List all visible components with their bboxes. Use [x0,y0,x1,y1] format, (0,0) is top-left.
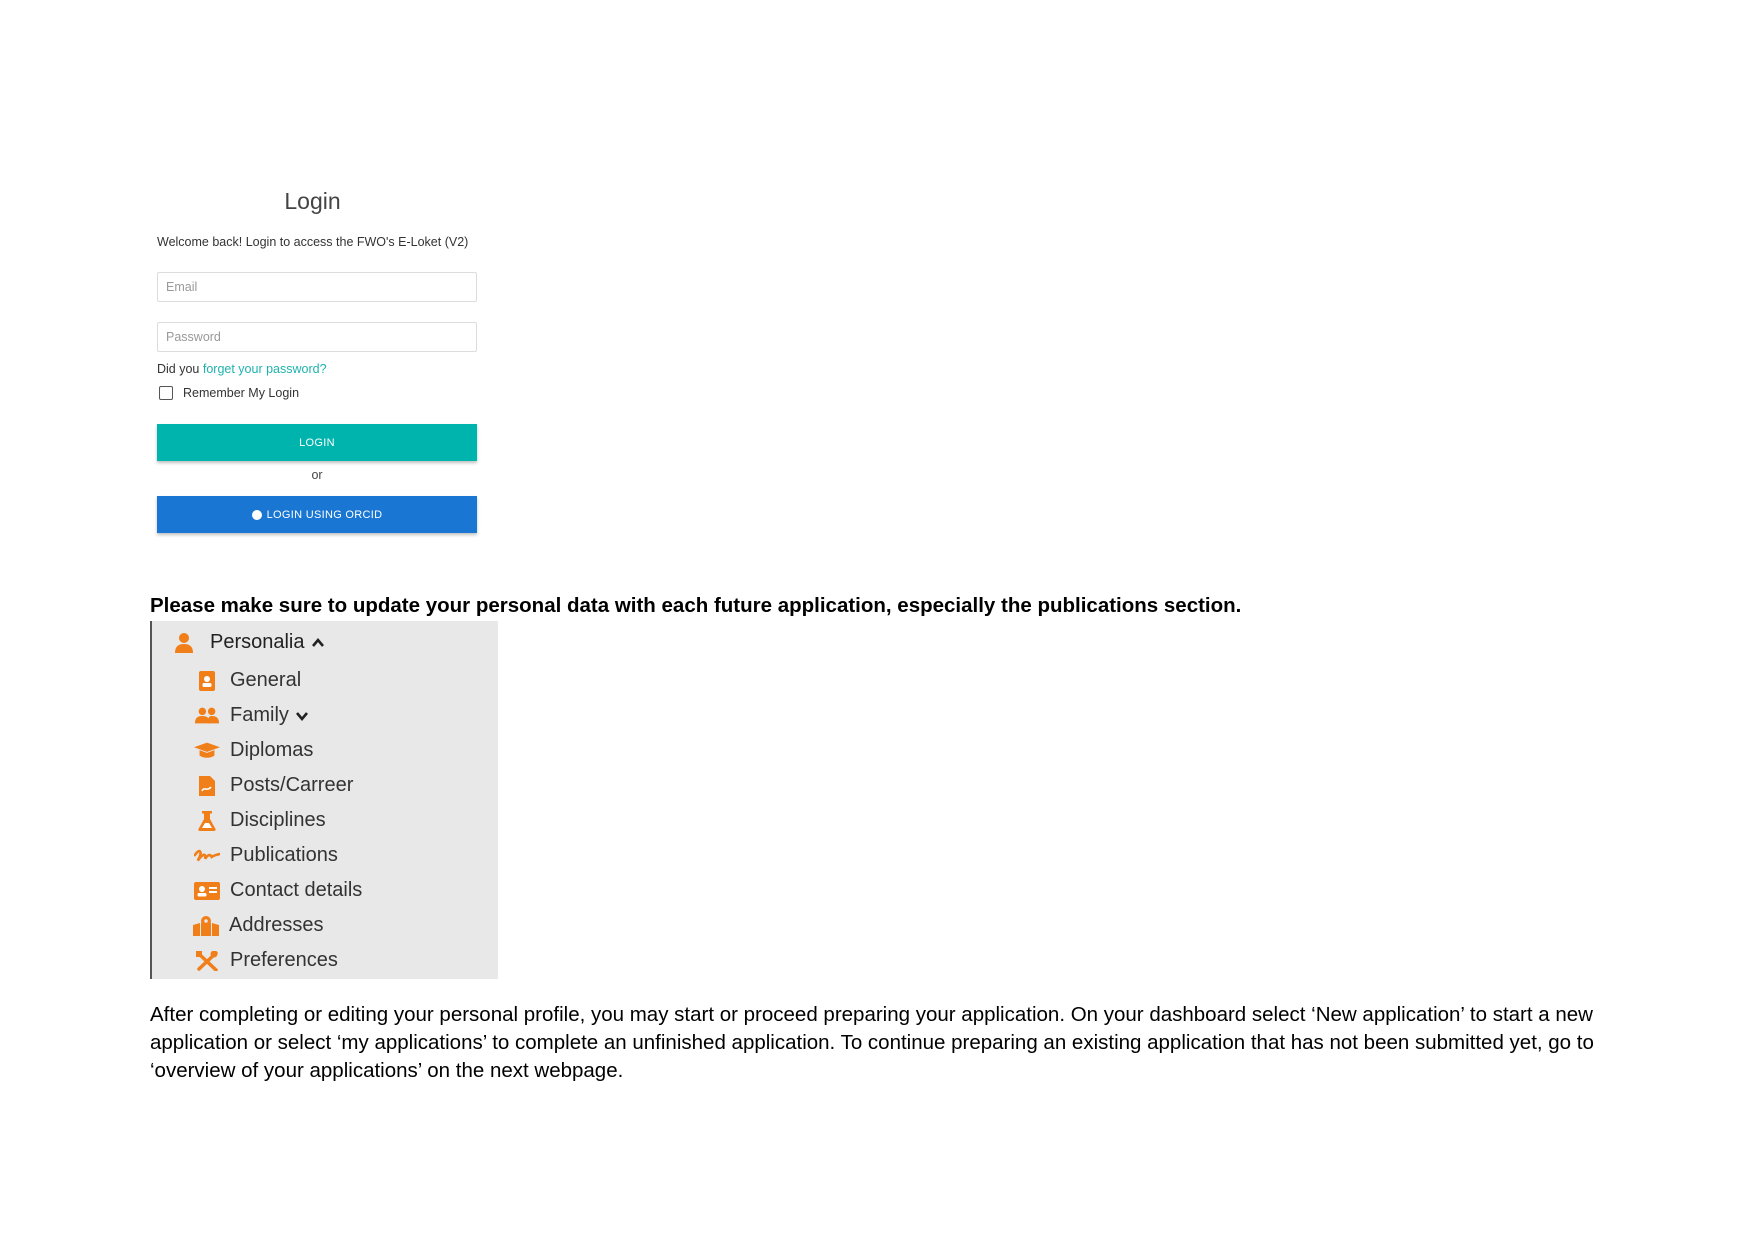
remember-login[interactable] [159,386,299,400]
menu-item-general[interactable] [194,669,301,692]
signature-icon [194,845,220,867]
password-input[interactable] [157,322,477,352]
chevron-up-icon [311,636,325,650]
update-note: Please make sure to update your personal data with each future application, especially the publications section. [150,594,1242,617]
id-badge-icon [194,670,220,692]
email-input[interactable] [157,272,477,302]
menu-item-diplomas[interactable] [194,739,313,762]
menu-item-publications[interactable] [194,844,338,867]
login-welcome-text: Welcome back! Login to access the FWO's E-Loket (V2) [157,235,469,249]
remember-checkbox[interactable] [159,386,173,400]
menu-item-label: Family [230,704,289,726]
menu-item-contact-details[interactable] [194,879,362,902]
menu-item-posts-career[interactable] [194,774,353,797]
orcid-icon [252,510,262,520]
flask-icon [194,810,220,832]
menu-item-family[interactable] [194,704,309,727]
login-title: Login [284,188,341,214]
graduation-cap-icon [194,740,220,762]
user-icon [174,632,194,654]
personalia-header[interactable] [174,631,325,654]
menu-item-preferences[interactable] [194,949,338,972]
chevron-down-icon [295,709,309,723]
personalia-label: Personalia [210,631,305,653]
menu-item-label: Posts/Carreer [230,774,354,796]
menu-item-addresses[interactable] [193,914,324,937]
menu-item-label: Disciplines [230,809,326,831]
menu-item-label: Diplomas [230,739,314,761]
menu-item-label: Preferences [230,949,338,971]
menu-item-label: Addresses [229,914,324,936]
users-icon [194,705,220,727]
map-marked-icon [193,915,219,937]
forgot-password-line [157,362,327,376]
file-icon [194,775,220,797]
remember-label: Remember My Login [183,386,300,400]
forgot-prefix: Did you [157,362,200,376]
address-card-icon [194,880,220,902]
tools-icon [194,950,220,972]
instructions-paragraph: After completing or editing your personal profile, you may start or proceed preparing your application. On your dashboard select ‘New application’ to start a new application or select ‘my applications’ to complete an unfinished application. To continue preparing an existing application that has not been submitted yet, go to ‘overview of your applications’ on the next webpage. [150,1003,1594,1082]
orcid-login-button[interactable] [157,496,477,533]
forgot-password-link[interactable]: forget your password? [202,362,327,376]
login-button[interactable]: LOGIN [157,424,477,461]
menu-item-disciplines[interactable] [194,809,326,832]
menu-item-label: General [230,669,302,691]
personalia-menu [150,621,498,979]
menu-item-label: Publications [230,844,338,866]
orcid-button-label: LOGIN USING ORCID [266,508,383,521]
or-separator: or [311,468,323,482]
menu-item-label: Contact details [230,879,363,901]
